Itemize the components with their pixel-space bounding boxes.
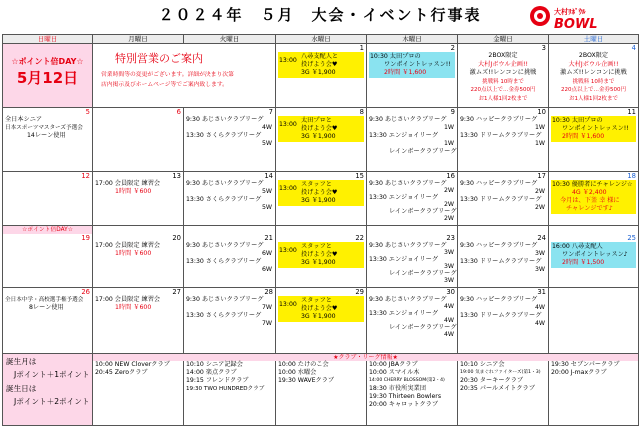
week-row-2 [3, 108, 639, 172]
event-line-1: 17:00 会員限定 練習会 [95, 180, 161, 187]
club-item: 19:30 Thirteen Bowlers [369, 393, 442, 400]
club-item: 20:00 J-maxクラブ [551, 369, 607, 376]
league-week: 1W [443, 124, 454, 131]
event-line-4: チャレンジです♪ [566, 205, 613, 212]
day-number: 14 [264, 172, 273, 180]
birthday-line-4: Jポイント＋2ポイント [14, 397, 90, 406]
league-line: 13:30 ドリームクラブリーグ [460, 258, 542, 265]
event-line-1: 2BOX限定 [488, 52, 518, 59]
event-line-1: 2BOX限定 [578, 52, 609, 59]
event-line-4: 挑戦料 10時まで [572, 78, 615, 85]
club-item: 10:00 NEW Cloverクラブ [95, 361, 170, 368]
day-number: 8 [359, 108, 364, 116]
league-line: 9:30 あじさいクラブリーグ [186, 242, 264, 249]
event-price: 4G ￥2,400 [572, 189, 607, 196]
event-price: 1時間 ￥600 [115, 250, 152, 257]
club-item: 19:30 TWO HUNDREDクラブ [186, 386, 265, 392]
event-line-1: 全日本シニア [5, 116, 43, 123]
league-line: レインボークラブリーグ [389, 148, 457, 155]
event-line-2: ワンポイントレッスン!! [384, 61, 451, 68]
day-cell-6 [93, 108, 184, 172]
league-line: 9:30 あじさいクラブリーグ [369, 116, 447, 123]
page-title: ２０２４年 ５月 大会・イベント行事表 [158, 6, 482, 24]
day-number: 30 [446, 288, 455, 296]
day-cell-2 [367, 44, 458, 108]
day-cell-12 [3, 172, 93, 226]
weekday-header-row [3, 35, 639, 44]
day-cell-16 [367, 172, 458, 226]
event-box [369, 52, 455, 78]
logo-top-text: 大村ﾘﾎﾞｳﾙ [554, 8, 586, 16]
event-line-2: 8レーン使用 [29, 304, 64, 311]
event-time: 13:00 [279, 301, 297, 308]
league-line: 9:30 ハッピークラブリーグ [460, 242, 538, 249]
point-day-title: ☆ポイント倍DAY☆ [11, 57, 84, 66]
notice-line-2: 店内掲示及びホームページ等でご案内致します。 [101, 82, 228, 88]
day-cell-21 [184, 226, 276, 288]
league-line: 9:30 ハッピークラブリーグ [460, 296, 538, 303]
league-week: 3W [534, 250, 545, 257]
club-item: 19:15 フレンドクラブ [186, 377, 249, 384]
league-week: 1W [443, 140, 454, 147]
event-line-1: スタッフと [301, 297, 332, 304]
day-cell-9 [367, 108, 458, 172]
event-line-2: 投げよう会♥ [301, 305, 338, 312]
day-number: 25 [627, 234, 636, 242]
league-line: 13:30 エンジョイリーグ [369, 132, 439, 139]
event-line-2: 日本スポーツマスターズ予選会 [5, 125, 83, 131]
day-cell-26 [3, 288, 93, 354]
event-box [278, 296, 364, 322]
day-cell-15 [276, 172, 367, 226]
event-line-4: 挑戦料 10時まで [482, 78, 524, 85]
league-line: 13:30 エンジョイリーグ [369, 310, 439, 317]
event-line-5: 220点以上で…金券500円 [561, 87, 626, 93]
header-friday: 金曜日 [458, 35, 549, 44]
club-info-header: ★クラブ・リーグ情報★ [93, 354, 638, 361]
day-cell-14 [184, 172, 276, 226]
club-item: 10:10 シニア記録会 [186, 361, 243, 368]
league-week: 3W [443, 263, 454, 270]
event-line-1: 17:00 会員限定 練習会 [95, 296, 161, 303]
header-monday: 月曜日 [93, 35, 184, 44]
header-thursday: 木曜日 [367, 35, 458, 44]
event-line-6: お1人様1回2枚まで [569, 95, 618, 102]
day-number: 26 [81, 288, 90, 296]
club-item: 10:00 たけのこ会 [278, 361, 329, 368]
day-number: 11 [627, 108, 636, 116]
event-line-1: 16:00 八尋支配人 [552, 243, 603, 250]
event-line-1: 10:30 太田プロの [552, 117, 603, 124]
day-cell-19 [3, 226, 93, 288]
club-item: 10:00 水曜会 [278, 369, 317, 376]
day-number: 22 [355, 234, 364, 242]
birthday-line-3: 誕生日は [6, 384, 37, 393]
event-box [551, 116, 636, 142]
league-week: 4W [443, 317, 454, 324]
day-cell-5 [3, 108, 93, 172]
league-line: 13:30 エンジョイリーグ [369, 194, 439, 201]
event-line-3: 激ムズ!!レンコンに挑戦 [469, 69, 537, 76]
club-col-sat [549, 361, 637, 425]
event-line-2: ワンポイントレッスン!! [562, 125, 629, 132]
day-cell-22 [276, 226, 367, 288]
day-cell-29 [276, 288, 367, 354]
event-price: 3G ￥1,900 [301, 69, 336, 76]
league-week: 3W [534, 266, 545, 273]
league-week: 5W [261, 140, 272, 147]
league-week: 6W [261, 266, 272, 273]
club-item: 20:45 Zeroクラブ [95, 369, 148, 376]
day-number: 15 [355, 172, 364, 180]
league-week: 2W [443, 215, 454, 222]
event-line-2: ワンポイントレッスン♪ [562, 251, 628, 258]
day-cell-8 [276, 108, 367, 172]
league-line: 13:30 ドリームクラブリーグ [460, 132, 542, 139]
league-week: 2W [443, 187, 454, 194]
league-week: 4W [443, 303, 454, 310]
event-line-3: 今月は、下釜 幸 様に [560, 197, 620, 204]
event-box [278, 52, 364, 78]
day-cell-13 [93, 172, 184, 226]
week-row-4 [3, 226, 639, 288]
club-col-wed [276, 361, 367, 425]
day-number: 4 [631, 44, 636, 52]
day-number: 27 [172, 288, 181, 296]
day-cell-20 [93, 226, 184, 288]
day-number: 16 [446, 172, 455, 180]
day-number: 17 [537, 172, 546, 180]
club-item: 14:00 CHERRY BLOSSOM(第2・4) [369, 378, 445, 383]
point-day-date: 5月12日 [16, 69, 79, 87]
club-item: 20:00 キャロットクラブ [369, 401, 439, 408]
league-week: 3W [443, 277, 454, 284]
league-week: 5W [261, 204, 272, 211]
day-number: 19 [81, 234, 90, 242]
league-week: 1W [534, 124, 545, 131]
league-line: 9:30 あじさいクラブリーグ [186, 116, 264, 123]
header-wednesday: 水曜日 [276, 35, 367, 44]
event-line-1: 10:30 優勝者にチャレンジ☆ [552, 181, 633, 188]
league-line: レインボークラブリーグ [389, 208, 457, 215]
day-cell-10 [458, 108, 549, 172]
notice-title: 特別営業のご案内 [115, 52, 203, 65]
league-week: 4W [443, 331, 454, 338]
league-line: 9:30 あじさいクラブリーグ [186, 180, 264, 187]
event-price: 3G ￥1,900 [301, 259, 336, 266]
event-time: 13:00 [279, 247, 297, 254]
club-item: 19:30 WAVEクラブ [278, 377, 335, 384]
renkon-challenge [458, 52, 548, 103]
logo-main-text: BOWL [554, 17, 598, 32]
event-box [551, 180, 636, 214]
league-line: 13:30 さくらクラブリーグ [186, 258, 262, 265]
day-number: 10 [537, 108, 546, 116]
birthday-box [3, 354, 93, 426]
event-line-2: 投げよう会♥ [301, 189, 338, 196]
club-item: 19:30 セブンパークラブ [551, 361, 620, 368]
event-line-1: スタッフと [301, 243, 332, 250]
event-price: 3G ￥1,900 [301, 133, 336, 140]
event-price: 2時間 ￥1,500 [562, 259, 605, 266]
event-price: 1時間 ￥600 [115, 304, 152, 311]
birthday-line-1: 誕生月は [6, 357, 37, 366]
event-line-2: 大村Jボウル企画!! [568, 60, 619, 68]
league-line: 9:30 あじさいクラブリーグ [186, 296, 264, 303]
event-price: 2時間 ￥1,600 [384, 69, 427, 76]
league-line: 9:30 ハッピークラブリーグ [460, 180, 538, 187]
club-item: 10:10 シニア会 [460, 361, 505, 368]
event-line-6: お1人様1回2枚まで [478, 95, 528, 102]
club-item: 19:00 気まぐれファイターズ(第1・3) [460, 370, 541, 375]
day-cell-empty [549, 288, 639, 354]
day-number: 12 [81, 172, 90, 180]
event-time: 13:00 [279, 57, 297, 64]
day-cell-27 [93, 288, 184, 354]
event-price: 3G ￥1,900 [301, 313, 336, 320]
event-line-5: 220点以上で…金券500円 [470, 87, 536, 93]
event-line-2: 大村Jボウル企画!! [478, 60, 528, 68]
league-week: 6W [261, 250, 272, 257]
club-col-thu [367, 361, 458, 425]
day-cell-24 [458, 226, 549, 288]
week-row-5 [3, 288, 639, 354]
league-week: 2W [443, 201, 454, 208]
league-week: 3W [443, 249, 454, 256]
event-calendar [2, 34, 639, 426]
club-item: 20:35 パールメイトクラブ [460, 385, 535, 392]
day-cell-4 [549, 44, 639, 108]
club-info [93, 354, 639, 426]
league-line: 13:30 エンジョイリーグ [369, 256, 439, 263]
point-day-banner [3, 44, 93, 108]
league-week: 2W [534, 188, 545, 195]
event-line-1: 全日本中学・高校選手権予選会 [5, 297, 84, 303]
league-week: 1W [534, 140, 545, 147]
day-number: 6 [176, 108, 181, 116]
league-week: 7W [261, 320, 272, 327]
notice-line-1: 営業時間等の変更がございます。詳細が決まり次第 [101, 72, 234, 78]
club-item: 14:00 楽点クラブ [186, 369, 237, 376]
event-line-2: 投げよう会♥ [301, 61, 338, 68]
league-line: 9:30 あじさいクラブリーグ [369, 180, 447, 187]
day-number: 20 [172, 234, 181, 242]
header-tuesday: 火曜日 [184, 35, 276, 44]
renkon-challenge [549, 52, 638, 103]
club-info-row [3, 354, 639, 426]
day-number: 28 [264, 288, 273, 296]
day-cell-7 [184, 108, 276, 172]
event-line-2: 投げよう会♥ [301, 251, 338, 258]
event-price: 1時間 ￥600 [115, 188, 152, 195]
day-number: 24 [537, 234, 546, 242]
league-week: 4W [261, 124, 272, 131]
league-week: 4W [534, 304, 545, 311]
league-week: 2W [534, 204, 545, 211]
header-saturday: 土曜日 [549, 35, 639, 44]
league-line: 9:30 ハッピークラブリーグ [460, 116, 538, 123]
day-cell-18 [549, 172, 639, 226]
bowl-logo [528, 2, 614, 32]
point-day-bar: ☆ポイント倍DAY☆ [3, 226, 92, 234]
club-item: 10:00 JBAクラブ [369, 361, 418, 368]
club-item: 10:00 スマイル木 [369, 369, 420, 376]
day-number: 29 [355, 288, 364, 296]
day-number: 31 [537, 288, 546, 296]
league-line: 13:30 さくらクラブリーグ [186, 196, 262, 203]
birthday-line-2: Jポイント＋1ポイント [14, 370, 90, 379]
league-week: 4W [534, 320, 545, 327]
day-cell-1 [276, 44, 367, 108]
week-row-1 [3, 44, 639, 108]
event-box [278, 116, 364, 142]
club-columns [93, 361, 638, 425]
day-number: 23 [446, 234, 455, 242]
day-cell-30 [367, 288, 458, 354]
day-number: 18 [627, 172, 636, 180]
league-line: レインボークラブリーグ [389, 324, 457, 331]
day-number: 2 [450, 44, 455, 52]
club-col-mon [93, 361, 184, 425]
day-number: 21 [264, 234, 273, 242]
league-line: 13:30 さくらクラブリーグ [186, 312, 262, 319]
league-line: レインボークラブリーグ [389, 270, 457, 277]
league-line: 9:30 あじさいクラブリーグ [369, 242, 447, 249]
league-week: 7W [261, 304, 272, 311]
club-item: 20:30 ターキークラブ [460, 377, 524, 384]
event-line-3: 14レーン使用 [27, 132, 66, 139]
league-line: 9:30 あじさいクラブリーグ [369, 296, 447, 303]
day-number: 1 [359, 44, 364, 52]
day-number: 3 [541, 44, 546, 52]
event-time: 13:00 [279, 185, 297, 192]
day-cell-25 [549, 226, 639, 288]
event-line-2: 投げよう会♥ [301, 125, 338, 132]
event-box [551, 242, 636, 268]
event-price: 3G ￥1,900 [301, 197, 336, 204]
special-notice [93, 44, 276, 108]
day-number: 5 [85, 108, 90, 116]
event-box [278, 180, 364, 206]
day-number: 9 [450, 108, 455, 116]
league-line: 13:30 さくらクラブリーグ [186, 132, 262, 139]
event-line-1: 17:00 会員限定 練習会 [95, 242, 161, 249]
league-line: 13:30 ドリームクラブリーグ [460, 312, 542, 319]
event-line-1: 太田プロと [301, 117, 332, 124]
header-sunday: 日曜日 [3, 35, 93, 44]
event-line-3: 激ムズ!!レンコンに挑戦 [560, 69, 627, 76]
event-line-1: 八尋支配人と [301, 53, 339, 60]
day-cell-3 [458, 44, 549, 108]
event-time: 13:00 [279, 121, 297, 128]
club-col-tue [184, 361, 276, 425]
day-cell-31 [458, 288, 549, 354]
event-line-1: スタッフと [301, 181, 332, 188]
league-line: 13:30 ドリームクラブリーグ [460, 196, 542, 203]
event-box [278, 242, 364, 268]
day-cell-17 [458, 172, 549, 226]
club-col-fri [458, 361, 549, 425]
day-cell-11 [549, 108, 639, 172]
event-price: 2時間 ￥1,600 [562, 133, 605, 140]
week-row-3 [3, 172, 639, 226]
event-line-1: 10:30 太田プロの [370, 53, 421, 60]
league-week: 5W [261, 188, 272, 195]
day-cell-28 [184, 288, 276, 354]
club-item: 18:30 市役所実業団 [369, 385, 426, 392]
day-cell-23 [367, 226, 458, 288]
day-number: 7 [268, 108, 273, 116]
day-number: 13 [172, 172, 181, 180]
